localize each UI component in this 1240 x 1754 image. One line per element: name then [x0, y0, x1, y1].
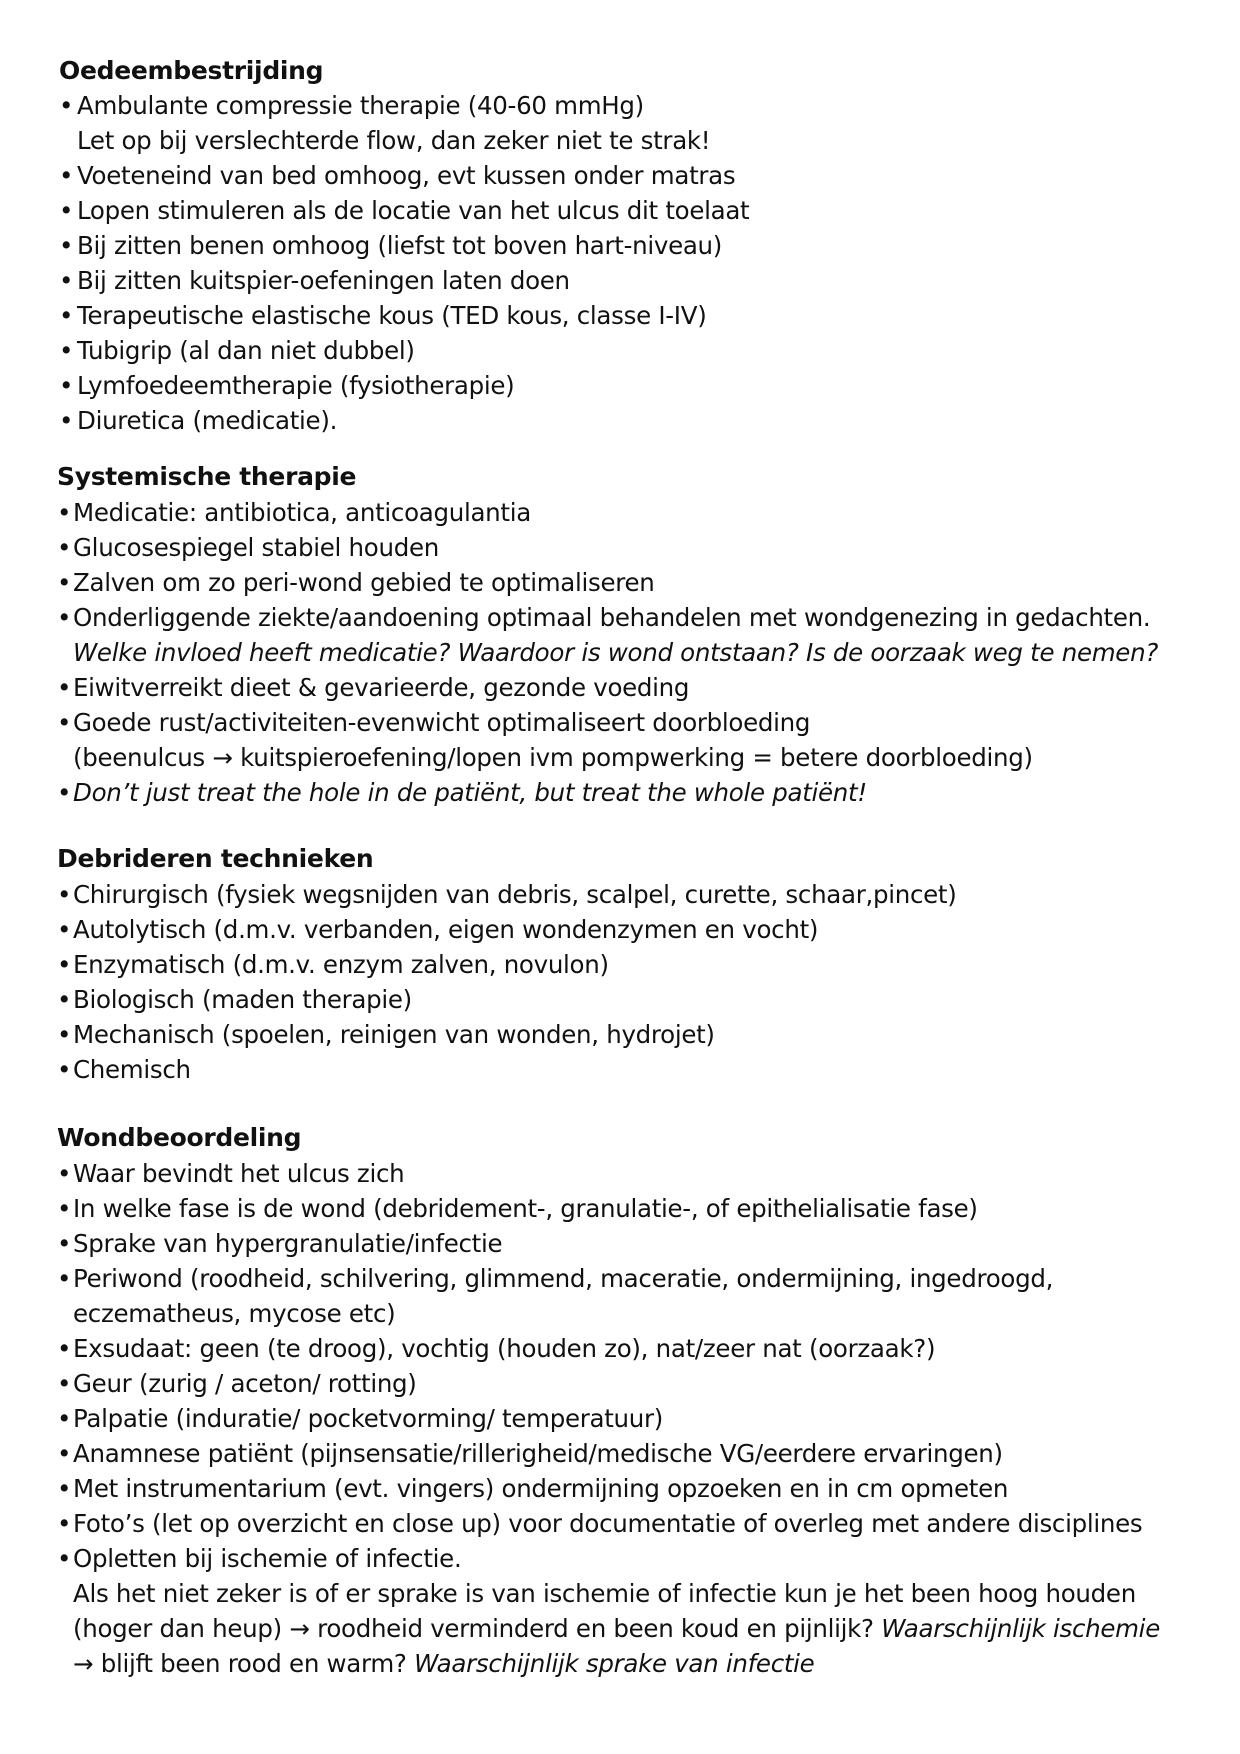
item-text: Mechanisch (spoelen, reinigen van wonden, hydrojet)	[73, 1020, 715, 1049]
item-text: Let op bij verslechterde flow, dan zeker niet te strak!	[77, 126, 711, 155]
section-heading: Systemische therapie	[57, 462, 357, 491]
item-text: → blijft been rood en warm?	[73, 1649, 415, 1678]
section-wondbeoordeling	[57, 1121, 1207, 1681]
item-text: Geur (zurig / aceton/ rotting)	[73, 1369, 417, 1398]
list-item	[57, 1506, 1207, 1541]
list-item	[57, 530, 1207, 565]
list-item	[59, 298, 1209, 333]
list-item	[57, 877, 1207, 912]
item-text: Tubigrip (al dan niet dubbel)	[77, 336, 415, 365]
list-item	[59, 368, 1209, 403]
bullet: •	[57, 1369, 72, 1398]
item-text-italic: Waarschijnlijk sprake van infectie	[414, 1649, 815, 1678]
list-item	[57, 1156, 1207, 1191]
bullet: •	[57, 1055, 72, 1084]
item-text: Met instrumentarium (evt. vingers) ondermijning opzoeken en in cm opmeten	[73, 1474, 1009, 1503]
item-text: Periwond (roodheid, schilvering, glimmend, maceratie, ondermijning, ingedroogd,	[73, 1264, 1054, 1293]
list-item	[57, 1261, 1207, 1331]
list-item	[57, 982, 1207, 1017]
section-heading: Debrideren technieken	[57, 844, 374, 873]
item-text: (hoger dan heup) → roodheid verminderd en been koud en pijnlijk?	[73, 1614, 882, 1643]
item-text-italic: Welke invloed heeft medicatie? Waardoor is wond ontstaan? Is de oorzaak weg te nemen?	[73, 638, 1159, 667]
item-text-italic: Don’t just treat the hole in de patiënt, but treat the whole patiënt!	[73, 778, 867, 807]
item-text: Exsudaat: geen (te droog), vochtig (houden zo), nat/zeer nat (oorzaak?)	[73, 1334, 936, 1363]
item-text: Zalven om zo peri-wond gebied te optimaliseren	[73, 568, 655, 597]
item-text: Biologisch (maden therapie)	[73, 985, 412, 1014]
bullet: •	[57, 1159, 72, 1188]
item-text: Bij zitten kuitspier-oefeningen laten doen	[77, 266, 570, 295]
item-text: Opletten bij ischemie of infectie.	[73, 1544, 462, 1573]
list-item	[57, 912, 1207, 947]
bullet: •	[59, 91, 74, 120]
section-systemische-therapie	[57, 460, 1207, 810]
item-text: Lymfoedeemtherapie (fysiotherapie)	[77, 371, 515, 400]
bullet: •	[57, 533, 72, 562]
bullet: •	[57, 778, 72, 807]
item-text: eczematheus, mycose etc)	[73, 1299, 396, 1328]
list-item	[59, 228, 1209, 263]
bullet: •	[57, 1439, 72, 1468]
bullet: •	[57, 1544, 72, 1573]
bullet: •	[57, 950, 72, 979]
list-item	[59, 193, 1209, 228]
bullet: •	[57, 708, 72, 737]
item-text: Foto’s (let op overzicht en close up) voor documentatie of overleg met andere disciplines	[73, 1509, 1143, 1538]
bullet: •	[57, 1509, 72, 1538]
list-item	[57, 1471, 1207, 1506]
item-text: Medicatie: antibiotica, anticoagulantia	[73, 498, 531, 527]
bullet: •	[57, 498, 72, 527]
item-text: Palpatie (induratie/ pocketvorming/ temperatuur)	[73, 1404, 664, 1433]
bullet: •	[57, 673, 72, 702]
list-item	[57, 947, 1207, 982]
list-item	[57, 1226, 1207, 1261]
item-text: Voeteneind van bed omhoog, evt kussen onder matras	[77, 161, 736, 190]
list-item	[57, 1401, 1207, 1436]
bullet: •	[57, 568, 72, 597]
list-item	[59, 263, 1209, 298]
bullet: •	[59, 336, 74, 365]
bullet: •	[59, 231, 74, 260]
bullet: •	[59, 196, 74, 225]
list-item	[57, 1541, 1207, 1681]
list-item	[59, 403, 1209, 438]
item-text: Anamnese patiënt (pijnsensatie/rillerigheid/medische VG/eerdere ervaringen)	[73, 1439, 1003, 1468]
list-item	[57, 1366, 1207, 1401]
list-item	[57, 600, 1207, 670]
bullet: •	[59, 371, 74, 400]
item-text: Sprake van hypergranulatie/infectie	[73, 1229, 503, 1258]
list-item	[57, 1017, 1207, 1052]
item-text-mixed	[73, 1611, 1207, 1646]
item-text: Goede rust/activiteiten-evenwicht optimaliseert doorbloeding	[73, 708, 811, 737]
list-item	[57, 775, 1207, 810]
bullet: •	[59, 406, 74, 435]
section-heading: Wondbeoordeling	[57, 1123, 302, 1152]
list-item	[59, 333, 1209, 368]
list-item	[57, 1436, 1207, 1471]
item-text: Lopen stimuleren als de locatie van het ulcus dit toelaat	[77, 196, 750, 225]
item-text: (beenulcus → kuitspieroefening/lopen ivm pompwerking = betere doorbloeding)	[73, 743, 1033, 772]
list-item	[57, 705, 1207, 775]
bullet: •	[59, 161, 74, 190]
bullet: •	[57, 1194, 72, 1223]
item-text-mixed	[73, 1646, 1207, 1681]
item-text: Glucosespiegel stabiel houden	[73, 533, 439, 562]
bullet: •	[57, 915, 72, 944]
list-item	[57, 1052, 1207, 1087]
item-text: Autolytisch (d.m.v. verbanden, eigen wondenzymen en vocht)	[73, 915, 819, 944]
list-item	[59, 158, 1209, 193]
item-text: Chirurgisch (fysiek wegsnijden van debris, scalpel, curette, schaar,pincet)	[73, 880, 957, 909]
item-text: Diuretica (medicatie).	[77, 406, 338, 435]
item-text: Terapeutische elastische kous (TED kous, classe I-IV)	[77, 301, 707, 330]
bullet: •	[57, 880, 72, 909]
bullet: •	[59, 266, 74, 295]
bullet: •	[57, 603, 72, 632]
bullet: •	[57, 1474, 72, 1503]
bullet: •	[57, 1020, 72, 1049]
bullet: •	[57, 1229, 72, 1258]
list-item	[57, 1191, 1207, 1226]
section-oedeembestrijding	[59, 54, 1209, 438]
item-text: Onderliggende ziekte/aandoening optimaal behandelen met wondgenezing in gedachten.	[73, 603, 1151, 632]
item-text: Waar bevindt het ulcus zich	[73, 1159, 405, 1188]
list-item	[57, 495, 1207, 530]
item-text: Bij zitten benen omhoog (liefst tot boven hart-niveau)	[77, 231, 723, 260]
section-heading: Oedeembestrijding	[59, 56, 324, 85]
list-item	[57, 565, 1207, 600]
item-text-italic: Waarschijnlijk ischemie	[881, 1614, 1160, 1643]
list-item	[57, 1331, 1207, 1366]
item-text: Als het niet zeker is of er sprake is van ischemie of infectie kun je het been hoog houden	[73, 1579, 1136, 1608]
bullet: •	[57, 1404, 72, 1433]
item-text: In welke fase is de wond (debridement-, granulatie-, of epithelialisatie fase)	[73, 1194, 978, 1223]
list-item	[59, 88, 1209, 158]
item-text: Chemisch	[73, 1055, 191, 1084]
item-text: Ambulante compressie therapie (40-60 mmHg)	[77, 91, 644, 120]
bullet: •	[57, 985, 72, 1014]
list-item	[57, 670, 1207, 705]
item-text: Eiwitverreikt dieet & gevarieerde, gezonde voeding	[73, 673, 690, 702]
bullet: •	[57, 1334, 72, 1363]
bullet: •	[59, 301, 74, 330]
bullet: •	[57, 1264, 72, 1293]
section-debrideren-technieken	[57, 842, 1207, 1087]
item-text: Enzymatisch (d.m.v. enzym zalven, novulon)	[73, 950, 609, 979]
